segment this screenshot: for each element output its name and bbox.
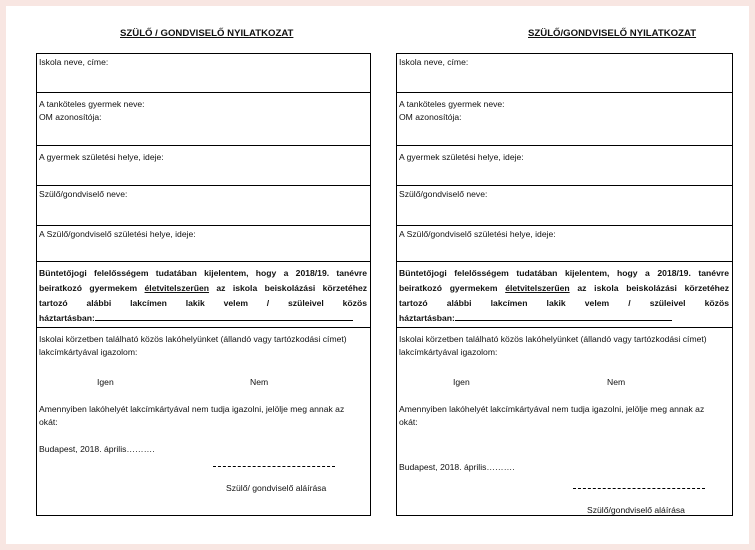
school-field[interactable] bbox=[397, 54, 732, 93]
declaration-line-1: Büntetőjogi felelősségem tudatában kijelentem, hogy a 2018/19. tanévre bbox=[399, 268, 729, 278]
place-date: Budapest, 2018. április………. bbox=[39, 444, 155, 454]
address-blank[interactable] bbox=[455, 320, 672, 321]
child-name-label: A tanköteles gyermek neve: bbox=[39, 99, 145, 109]
parent-name-label: Szülő/gondviselő neve: bbox=[399, 189, 488, 199]
lower-section bbox=[37, 328, 370, 515]
yes-option[interactable]: Igen bbox=[97, 377, 114, 387]
declaration-line-4: háztartásban: bbox=[399, 311, 729, 326]
child-birth-label: A gyermek születési helye, ideje: bbox=[399, 152, 524, 162]
right-form-table bbox=[396, 53, 733, 516]
address-blank[interactable] bbox=[95, 320, 353, 321]
yes-option[interactable]: Igen bbox=[453, 377, 470, 387]
school-label: Iskola neve, címe: bbox=[399, 57, 469, 67]
underlined-word: életvitelszerűen bbox=[505, 283, 570, 293]
signature-line[interactable] bbox=[213, 466, 335, 467]
school-label: Iskola neve, címe: bbox=[39, 57, 109, 67]
district-text-2: lakcímkártyával igazolom: bbox=[39, 347, 138, 357]
if-not-text-2: okát: bbox=[39, 417, 58, 427]
parent-birth-label: A Szülő/gondviselő születési helye, ideje: bbox=[39, 229, 196, 239]
child-birth-field[interactable] bbox=[37, 146, 370, 186]
child-birth-field[interactable] bbox=[397, 146, 732, 186]
declaration-line-2: beiratkozó gyermekem életvitelszerűen az iskola beiskolázási körzetéhez bbox=[399, 283, 730, 293]
if-not-text-2: okát: bbox=[399, 417, 418, 427]
right-form-title: SZÜLŐ/GONDVISELŐ NYILATKOZAT bbox=[528, 28, 697, 39]
school-field[interactable] bbox=[37, 54, 370, 93]
left-form-table bbox=[36, 53, 371, 516]
signature-label: Szülő/gondviselő aláírása bbox=[587, 505, 685, 515]
if-not-text-1: Amennyiben lakóhelyét lakcímkártyával nem tudja igazolni, jelölje meg annak az bbox=[399, 404, 705, 414]
declaration-line-2: beiratkozó gyermekem életvitelszerűen az iskola beiskolázási körzetéhez bbox=[39, 283, 368, 293]
declaration-block bbox=[37, 262, 370, 328]
parent-birth-field[interactable] bbox=[397, 226, 732, 262]
district-text-2: lakcímkártyával igazolom: bbox=[399, 347, 498, 357]
place-date: Budapest, 2018. április………. bbox=[399, 462, 515, 472]
declaration-line-3: tartozó alábbi lakcímen lakik velem / szüleivel közös bbox=[399, 298, 729, 308]
declaration-line-3: tartozó alábbi lakcímen lakik velem / szüleivel közös bbox=[39, 298, 367, 308]
document-page bbox=[6, 6, 749, 544]
parent-birth-field[interactable] bbox=[37, 226, 370, 262]
child-field[interactable] bbox=[37, 93, 370, 146]
no-option[interactable]: Nem bbox=[607, 377, 626, 387]
parent-name-field[interactable] bbox=[397, 186, 732, 226]
underlined-word: életvitelszerűen bbox=[144, 283, 210, 293]
district-text-1: Iskolai körzetben található közös lakóhelyünket (állandó vagy tartózkodási címet) bbox=[399, 334, 707, 344]
om-label: OM azonosítója: bbox=[39, 112, 102, 122]
district-text-1: Iskolai körzetben található közös lakóhelyünket (állandó vagy tartózkodási címet) bbox=[39, 334, 347, 344]
child-birth-label: A gyermek születési helye, ideje: bbox=[39, 152, 164, 162]
signature-line[interactable] bbox=[573, 488, 705, 489]
parent-name-field[interactable] bbox=[37, 186, 370, 226]
om-label: OM azonosítója: bbox=[399, 112, 462, 122]
lower-section bbox=[397, 328, 732, 515]
no-option[interactable]: Nem bbox=[250, 377, 269, 387]
if-not-text-1: Amennyiben lakóhelyét lakcímkártyával nem tudja igazolni, jelölje meg annak az bbox=[39, 404, 345, 414]
declaration-line-4: háztartásban: bbox=[39, 311, 367, 326]
left-form-title: SZÜLŐ / GONDVISELŐ NYILATKOZAT bbox=[120, 28, 294, 39]
parent-name-label: Szülő/gondviselő neve: bbox=[39, 189, 128, 199]
child-name-label: A tanköteles gyermek neve: bbox=[399, 99, 505, 109]
signature-label: Szülő/ gondviselő aláírása bbox=[226, 483, 327, 493]
parent-birth-label: A Szülő/gondviselő születési helye, ideje: bbox=[399, 229, 556, 239]
declaration-block bbox=[397, 262, 732, 328]
declaration-line-1: Büntetőjogi felelősségem tudatában kijelentem, hogy a 2018/19. tanévre bbox=[39, 268, 367, 278]
child-field[interactable] bbox=[397, 93, 732, 146]
